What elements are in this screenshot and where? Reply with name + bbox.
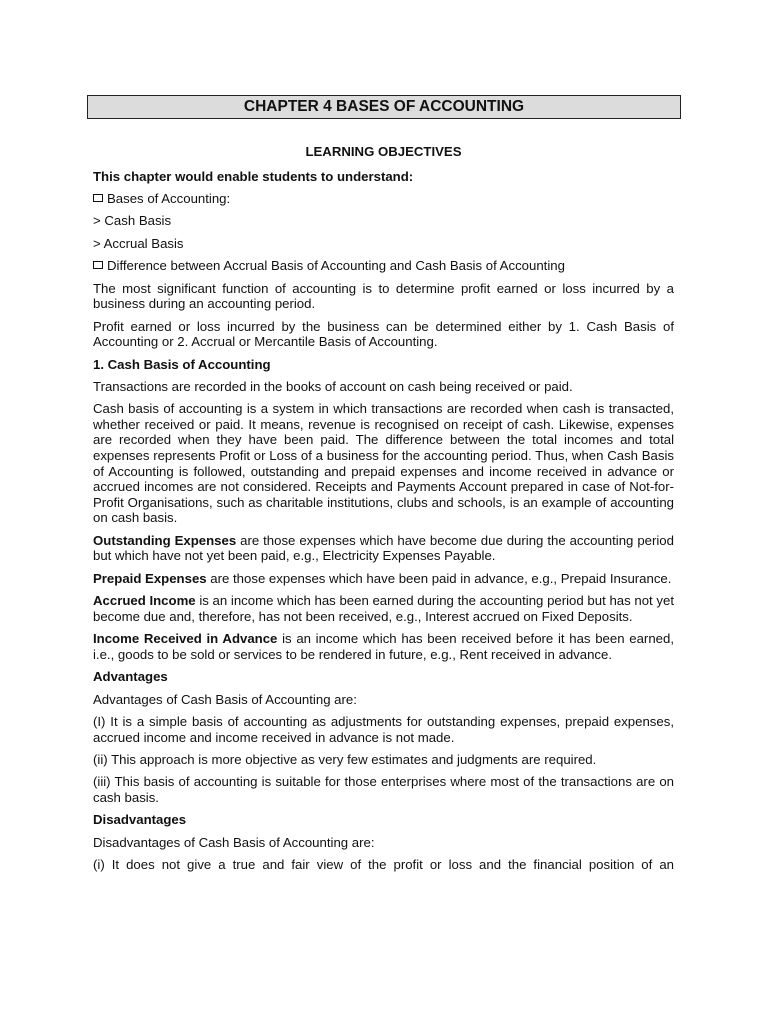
- definition-accrued-income: Accrued Income is an income which has been earned during the accounting period but has not yet become due and, therefore, has not been received, e.g., Interest accrued on Fixed Deposits.: [93, 593, 675, 624]
- paragraph: Profit earned or loss incurred by the business can be determined either by 1. Cash Basis of Accounting or 2. Accrual or Mercantile Basis of Accounting.: [93, 318, 674, 350]
- disadvantage-item: (i) It does not give a true and fair view of the profit or loss and the financial position of an: [93, 857, 674, 873]
- paragraph: Transactions are recorded in the books of account on cash being received or paid.: [93, 378, 573, 394]
- definition-term: Income Received in Advance: [93, 631, 278, 647]
- definition-prepaid-expenses: Prepaid Expenses are those expenses which have been paid in advance, e.g., Prepaid Insurance.: [93, 570, 672, 586]
- chapter-title: CHAPTER 4 BASES OF ACCOUNTING: [87, 95, 681, 119]
- checkbox-bullet-icon: [93, 261, 103, 269]
- definition-income-received-in-advance: Income Received in Advance is an income which has been received before it has been earned, i.e., goods to be sold or services to be rendered in future, e.g., Rent received in advance.: [93, 631, 674, 662]
- disadvantages-heading: Disadvantages: [93, 812, 187, 828]
- document-body: [93, 144, 674, 880]
- advantage-item: (I) It is a simple basis of accounting as adjustments for outstanding expenses, prepaid expenses, accrued income and income received in advance is not made.: [93, 713, 674, 745]
- objective-item: > Accrual Basis: [93, 235, 184, 251]
- advantage-item: (ii) This approach is more objective as very few estimates and judgments are required.: [93, 751, 597, 767]
- intro-text: This chapter would enable students to understand:: [93, 168, 414, 184]
- section-heading-cash-basis: 1. Cash Basis of Accounting: [93, 356, 271, 372]
- objective-item: > Cash Basis: [93, 213, 172, 229]
- objective-item: Bases of Accounting:: [93, 191, 674, 207]
- advantage-item: (iii) This basis of accounting is suitable for those enterprises where most of the transactions are on cash basis.: [93, 774, 674, 805]
- advantages-heading: Advantages: [93, 669, 168, 685]
- definition-term: Accrued Income: [93, 593, 196, 609]
- paragraph: The most significant function of accounting is to determine profit earned or loss incurred by a business during an accounting period.: [93, 280, 674, 312]
- definition-outstanding-expenses: Outstanding Expenses are those expenses which have become due during the accounting period but which have not yet been paid, e.g., Electricity Expenses Payable.: [93, 532, 674, 564]
- definition-term: Outstanding Expenses: [93, 532, 237, 548]
- objective-item: Difference between Accrual Basis of Accounting and Cash Basis of Accounting: [93, 258, 674, 274]
- checkbox-bullet-icon: [93, 194, 103, 202]
- definition-term: Prepaid Expenses: [93, 570, 207, 586]
- advantages-intro: Advantages of Cash Basis of Accounting are:: [93, 691, 357, 707]
- objectives-heading: LEARNING OBJECTIVES: [305, 144, 462, 159]
- paragraph: Cash basis of accounting is a system in which transactions are recorded when cash is transacted, whether received or paid. It means, revenue is recognised on receipt of cash. Likewise, expenses are recorded when they have been paid. The difference between the total incomes and total expenses represents Profit or Loss of a business for the accounting period. Thus, when Cash Basis of Accounting is followed, outstanding and prepaid expenses and income received in advance or accrued incomes are not considered. Receipts and Payments Account prepared in case of Not-for-Profit Organisations, such as charitable institutions, clubs and schools, is an example of accounting on cash basis.: [93, 401, 674, 526]
- disadvantages-intro: Disadvantages of Cash Basis of Accounting are:: [93, 834, 375, 850]
